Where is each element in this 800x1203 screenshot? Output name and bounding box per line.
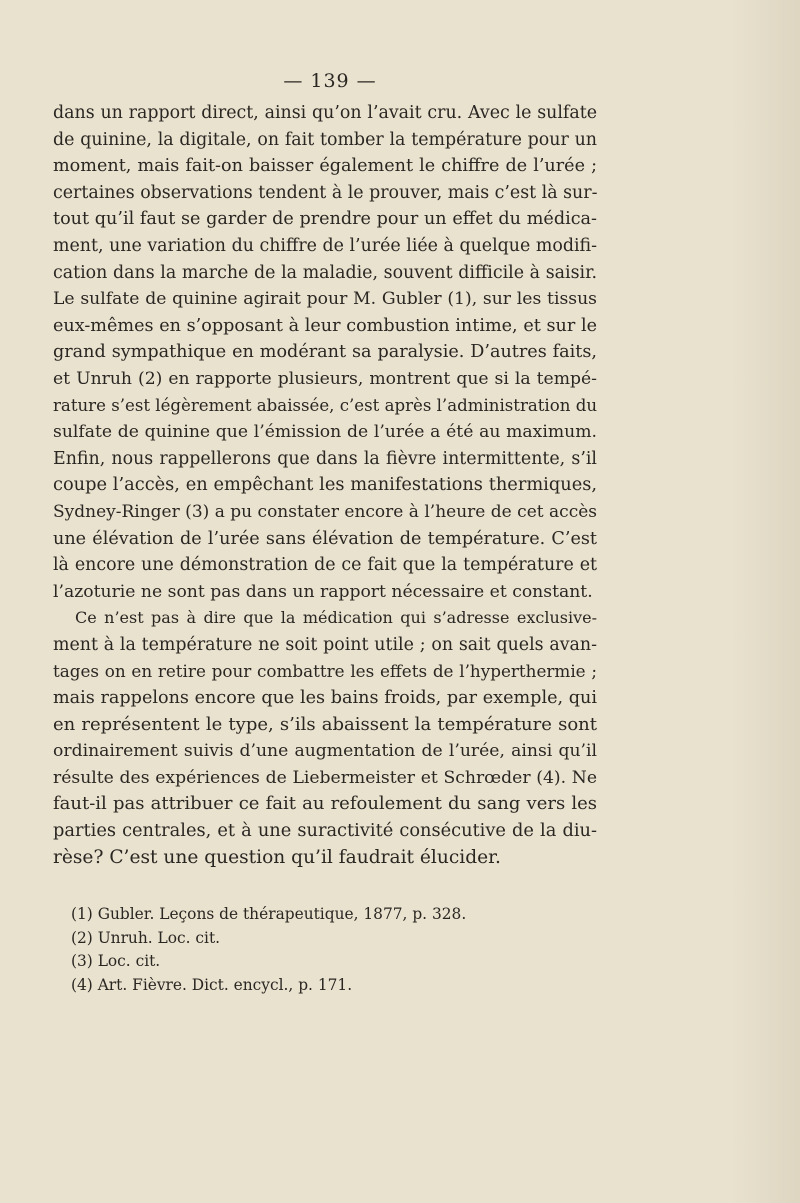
- text-line: sulfate de quinine que l’émission de l’urée a été au maximum.: [53, 422, 597, 443]
- text-line: coupe l’accès, en empêchant les manifestations thermiques,: [53, 474, 597, 496]
- text-line: une élévation de l’urée sans élévation de température. C’est: [53, 528, 597, 549]
- footnote: (4) Art. Fièvre. Dict. encycl., p. 171.: [71, 975, 353, 994]
- text-line: et Unruh (2) en rapporte plusieurs, montrent que si la tempé-: [53, 368, 597, 389]
- body-text: [53, 100, 597, 871]
- text-line: en représentent le type, s’ils abaissent la température sont: [53, 713, 597, 735]
- text-line: parties centrales, et à une suractivité consécutive de la diu-: [53, 820, 597, 842]
- text-line: Enfin, nous rappellerons que dans la fièvre intermittente, s’il: [53, 448, 597, 469]
- text-line: mais rappelons encore que les bains froids, par exemple, qui: [53, 688, 597, 709]
- footnotes: [71, 903, 551, 997]
- text-line: ment, une variation du chiffre de l’urée liée à quelque modifi-: [53, 235, 597, 256]
- text-line: moment, mais fait-on baisser également le chiffre de l’urée ;: [53, 156, 597, 177]
- text-line: rèse? C’est une question qu’il faudrait élucider.: [53, 846, 501, 868]
- text-line: rature s’est légèrement abaissée, c’est après l’administration du: [53, 395, 598, 415]
- text-line: Ce n’est pas à dire que la médication qui s’adresse exclusive-: [75, 608, 597, 628]
- text-line: eux-mêmes en s’opposant à leur combustion intime, et sur le: [53, 315, 597, 336]
- text-line: faut-il pas attribuer ce fait au refoulement du sang vers les: [53, 793, 597, 815]
- text-line: l’azoturie ne sont pas dans un rapport nécessaire et constant.: [53, 581, 593, 602]
- text-line: là encore une démonstration de ce fait que la température et: [53, 555, 597, 576]
- text-line: ordinairement suivis d’une augmentation de l’urée, ainsi qu’il: [53, 741, 597, 762]
- text-line: résulte des expériences de Liebermeister et Schrœder (4). Ne: [53, 767, 597, 788]
- text-line: dans un rapport direct, ainsi qu’on l’avait cru. Avec le sulfate: [53, 103, 597, 123]
- text-line: de quinine, la digitale, on fait tomber la température pour un: [53, 129, 597, 150]
- footnote: (1) Gubler. Leçons de thérapeutique, 1877, p. 328.: [71, 905, 467, 923]
- footnote: (3) Loc. cit.: [71, 952, 161, 970]
- page-number: — 139 —: [283, 70, 377, 92]
- text-line: certaines observations tendent à le prouver, mais c’est là sur-: [53, 182, 598, 203]
- text-line: tout qu’il faut se garder de prendre pour un effet du médica-: [53, 209, 597, 230]
- text-line: tages on en retire pour combattre les effets de l’hyperthermie ;: [53, 661, 597, 682]
- footnote: (2) Unruh. Loc. cit.: [71, 928, 221, 947]
- text-line: cation dans la marche de la maladie, souvent difficile à saisir.: [53, 262, 597, 283]
- text-line: Le sulfate de quinine agirait pour M. Gubler (1), sur les tissus: [53, 289, 597, 310]
- text-line: Sydney-Ringer (3) a pu constater encore à l’heure de cet accès: [53, 501, 597, 522]
- text-line: grand sympathique en modérant sa paralysie. D’autres faits,: [53, 342, 597, 363]
- text-line: ment à la température ne soit point utile ; on sait quels avan-: [53, 634, 597, 655]
- page-edge-shadow: [730, 0, 800, 1203]
